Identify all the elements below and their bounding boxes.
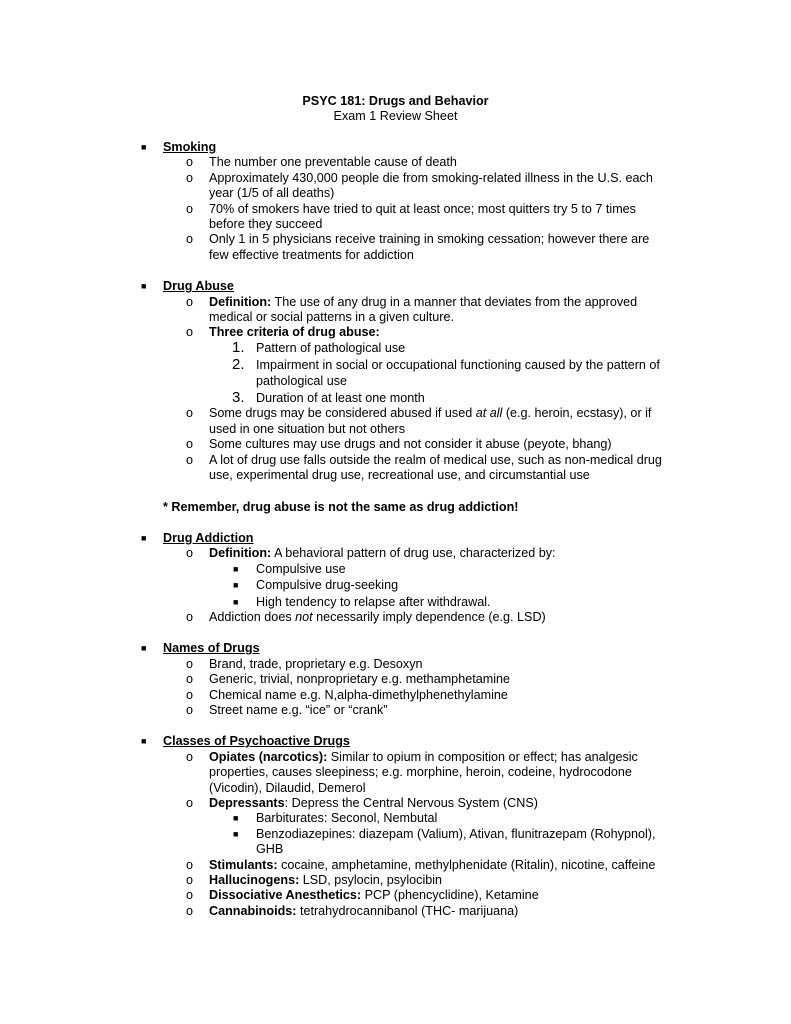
circle-bullet-icon: o <box>186 201 194 216</box>
list-item: o Generic, trivial, nonproprietary e.g. methamphetamine <box>186 672 510 687</box>
sub-list-item: ■ Benzodiazepines: diazepam (Valium), Ativan, flunitrazepam (Rohypnol), GHB <box>233 826 656 857</box>
circle-bullet-icon: o <box>186 672 194 687</box>
sub-list-item: ■ Barbiturates: Seconol, Nembutal <box>233 811 438 826</box>
circle-bullet-icon: o <box>186 325 194 340</box>
section-drug-addiction <box>0 531 791 625</box>
list-item: o Three criteria of drug abuse: <box>186 325 380 340</box>
circle-bullet-icon: o <box>186 656 194 671</box>
circle-bullet-icon: o <box>186 406 194 421</box>
circle-bullet-icon: o <box>186 155 194 170</box>
square-bullet-icon: ■ <box>233 813 239 824</box>
list-item: o Only 1 in 5 physicians receive training in smoking cessation; however there are few effective treatments for addiction <box>186 232 650 262</box>
circle-bullet-icon: o <box>186 702 194 717</box>
list-item: o Some cultures may use drugs and not consider it abuse (peyote, bhang) <box>186 437 612 452</box>
circle-bullet-icon: o <box>186 749 194 764</box>
document-title: PSYC 181: Drugs and Behavior <box>302 94 489 108</box>
section-names-of-drugs <box>0 641 791 718</box>
circle-bullet-icon: o <box>186 546 194 561</box>
document-body <box>0 140 791 919</box>
list-item: o Chemical name e.g. N,alpha-dimethylphenethylamine <box>186 687 508 702</box>
section-drug-abuse <box>0 279 791 483</box>
section-heading: ■ Drug Abuse <box>141 279 234 294</box>
list-item: o Stimulants: cocaine, amphetamine, methylphenidate (Ritalin), nicotine, caffeine <box>186 857 656 872</box>
circle-bullet-icon: o <box>186 170 194 185</box>
circle-bullet-icon: o <box>186 872 194 887</box>
section-heading: ■ Names of Drugs <box>141 641 260 656</box>
list-item: o Hallucinogens: LSD, psylocin, psylocibin <box>186 872 443 887</box>
circle-bullet-icon: o <box>186 903 194 918</box>
square-bullet-icon: ■ <box>233 580 239 591</box>
circle-bullet-icon: o <box>186 452 194 467</box>
square-bullet-icon: ■ <box>141 643 147 654</box>
list-item: o Opiates (narcotics): Similar to opium in composition or effect; has analgesic properties, causes sleepiness; e.g. morphine, heroin, codeine, hydrocodone (Vicodin), Dilaudid, Demerol <box>186 749 638 795</box>
circle-bullet-icon: o <box>186 795 194 810</box>
list-item: o A lot of drug use falls outside the realm of medical use, such as non-medical drug use, experimental drug use, recreational use, and circumstantial use <box>186 452 662 483</box>
square-bullet-icon: ■ <box>141 532 147 543</box>
square-bullet-icon: ■ <box>233 828 239 839</box>
section-classes <box>0 734 791 919</box>
circle-bullet-icon: o <box>186 687 194 702</box>
square-bullet-icon: ■ <box>233 563 239 574</box>
circle-bullet-icon: o <box>186 232 194 247</box>
square-bullet-icon: ■ <box>141 142 147 152</box>
sub-list-item: ■ High tendency to relapse after withdrawal. <box>233 594 491 609</box>
list-item: o Addiction does not necessarily imply dependence (e.g. LSD) <box>186 609 546 624</box>
section-heading: ■ Classes of Psychoactive Drugs <box>141 734 350 749</box>
list-item: o Definition: A behavioral pattern of drug use, characterized by: <box>186 546 556 561</box>
circle-bullet-icon: o <box>186 294 194 309</box>
list-item: o Some drugs may be considered abused if used at all (e.g. heroin, ecstasy), or if used in one situation but not others <box>186 406 652 436</box>
sub-list-item: ■ Compulsive drug-seeking <box>233 578 399 593</box>
square-bullet-icon: ■ <box>141 736 147 747</box>
list-item: o Definition: The use of any drug in a manner that deviates from the approved medical or social patterns in a given culture. <box>186 294 638 325</box>
remember-note: * Remember, drug abuse is not the same as drug addiction! <box>163 499 519 514</box>
square-bullet-icon: ■ <box>141 281 147 292</box>
list-item: o Dissociative Anesthetics: PCP (phencyclidine), Ketamine <box>186 888 539 903</box>
numbered-item: 2. Impairment in social or occupational functioning caused by the pattern of pathological use <box>232 356 660 388</box>
list-item: o Cannabinoids: tetrahydrocannibanol (THC- marijuana) <box>186 903 519 918</box>
list-item: o Brand, trade, proprietary e.g. Desoxyn <box>186 656 423 671</box>
document-subtitle: Exam 1 Review Sheet <box>333 109 458 123</box>
list-item: o 70% of smokers have tried to quit at least once; most quitters try 5 to 7 times before they succeed <box>186 201 636 232</box>
circle-bullet-icon: o <box>186 609 194 624</box>
numbered-item: 1. Pattern of pathological use <box>232 338 406 356</box>
section-heading: ■ Smoking <box>141 140 217 154</box>
sub-list-item: ■ Compulsive use <box>233 561 346 576</box>
section-smoking <box>0 140 791 263</box>
section-heading: ■ Drug Addiction <box>141 530 254 545</box>
list-item: o Depressants: Depress the Central Nervous System (CNS) <box>186 795 538 810</box>
numbered-item: 3. Duration of at least one month <box>232 389 425 407</box>
circle-bullet-icon: o <box>186 888 194 903</box>
list-item: o Approximately 430,000 people die from smoking-related illness in the U.S. each year (1/5 of all deaths) <box>186 170 653 201</box>
list-item: o Street name e.g. “ice” or “crank” <box>186 702 388 717</box>
circle-bullet-icon: o <box>186 437 194 452</box>
circle-bullet-icon: o <box>186 857 194 872</box>
list-item: o The number one preventable cause of death <box>186 155 457 170</box>
square-bullet-icon: ■ <box>233 596 239 607</box>
